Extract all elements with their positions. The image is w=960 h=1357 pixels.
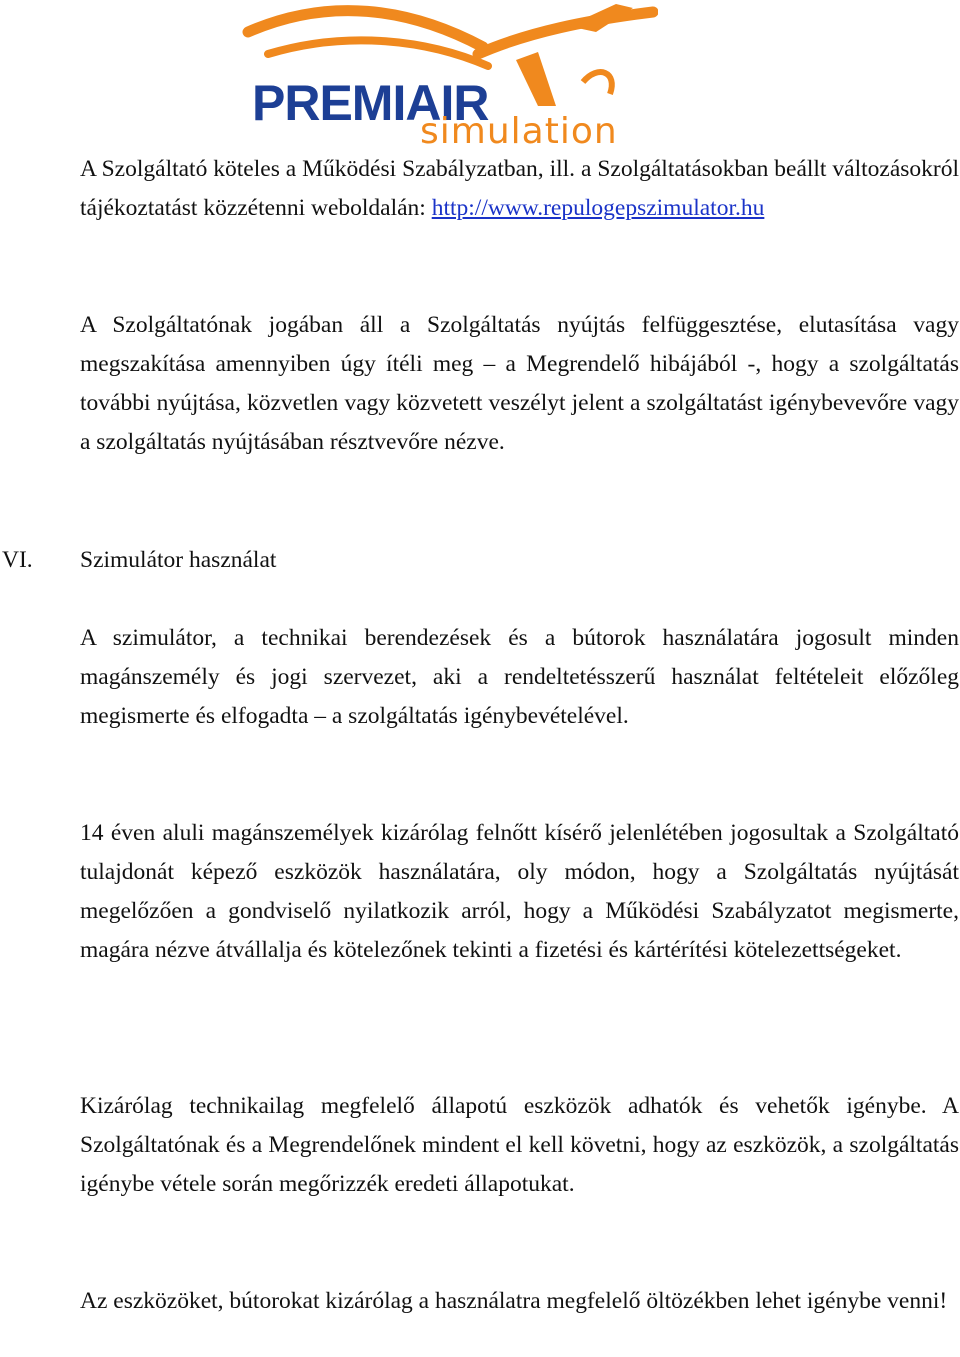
paragraph-minors: 14 éven aluli magánszemélyek kizárólag felnőtt kísérő jelenlétében jogosultak a Szolgáltató tulajdonát képező eszközök használatára, oly módon, hogy a Szolgáltatás nyújtását megelőzően a gondviselő nyilatkozik arról, hogy a Működési Szabályzatot megismerte, magára nézve átvállalja és kötelezőnek tekinti a fizetési és kártérítési kötelezettségeket. (80, 820, 959, 963)
logo-subtitle-text: simulation (420, 111, 618, 152)
section-number: VI. (2, 547, 33, 573)
paragraph-equipment-condition: Kizárólag technikailag megfelelő állapotú eszközök adhatók és vehetők igénybe. A Szolgáltatónak és a Megrendelőnek mindent el kell követni, hogy az eszközök, a szolgáltatás igénybe vétele során megőrizzék eredeti állapotukat. (80, 1093, 959, 1197)
section-heading (2, 541, 902, 580)
website-link[interactable]: http://www.repulogepszimulator.hu (431, 195, 765, 221)
section-title: Szimulátor használat (80, 547, 277, 573)
paragraph-attire: Az eszközöket, bútorokat kizárólag a használatra megfelelő öltözékben lehet igénybe venni! (80, 1288, 948, 1314)
paragraph-text: A Szolgáltató köteles a Működési Szabályzatban, ill. a Szolgáltatásokban beállt változásokról tájékoztatást közzétenni weboldalán: (80, 156, 959, 221)
paragraph-eligible-users: A szimulátor, a technikai berendezések és a bútorok használatára jogosult minden magánszemély és jogi szervezet, aki a rendeltetésszerű használat feltételeit előzőleg megismerte és elfogadta – a szolgáltatás igénybevételével. (80, 625, 959, 729)
paragraph-suspension-rights: A Szolgáltatónak jogában áll a Szolgáltatás nyújtás felfüggesztése, elutasítása vagy megszakítása amennyiben úgy ítéli meg – a Megrendelő hibájából -, hogy a szolgáltatás további nyújtása, közvetlen vagy közvetett veszélyt jelent a szolgáltatást igénybevevőre vagy a szolgáltatás nyújtásában résztvevőre nézve. (80, 312, 959, 455)
logo-brand-text: PREMIAIR (252, 75, 489, 131)
paragraph-publication-notice (80, 150, 959, 228)
